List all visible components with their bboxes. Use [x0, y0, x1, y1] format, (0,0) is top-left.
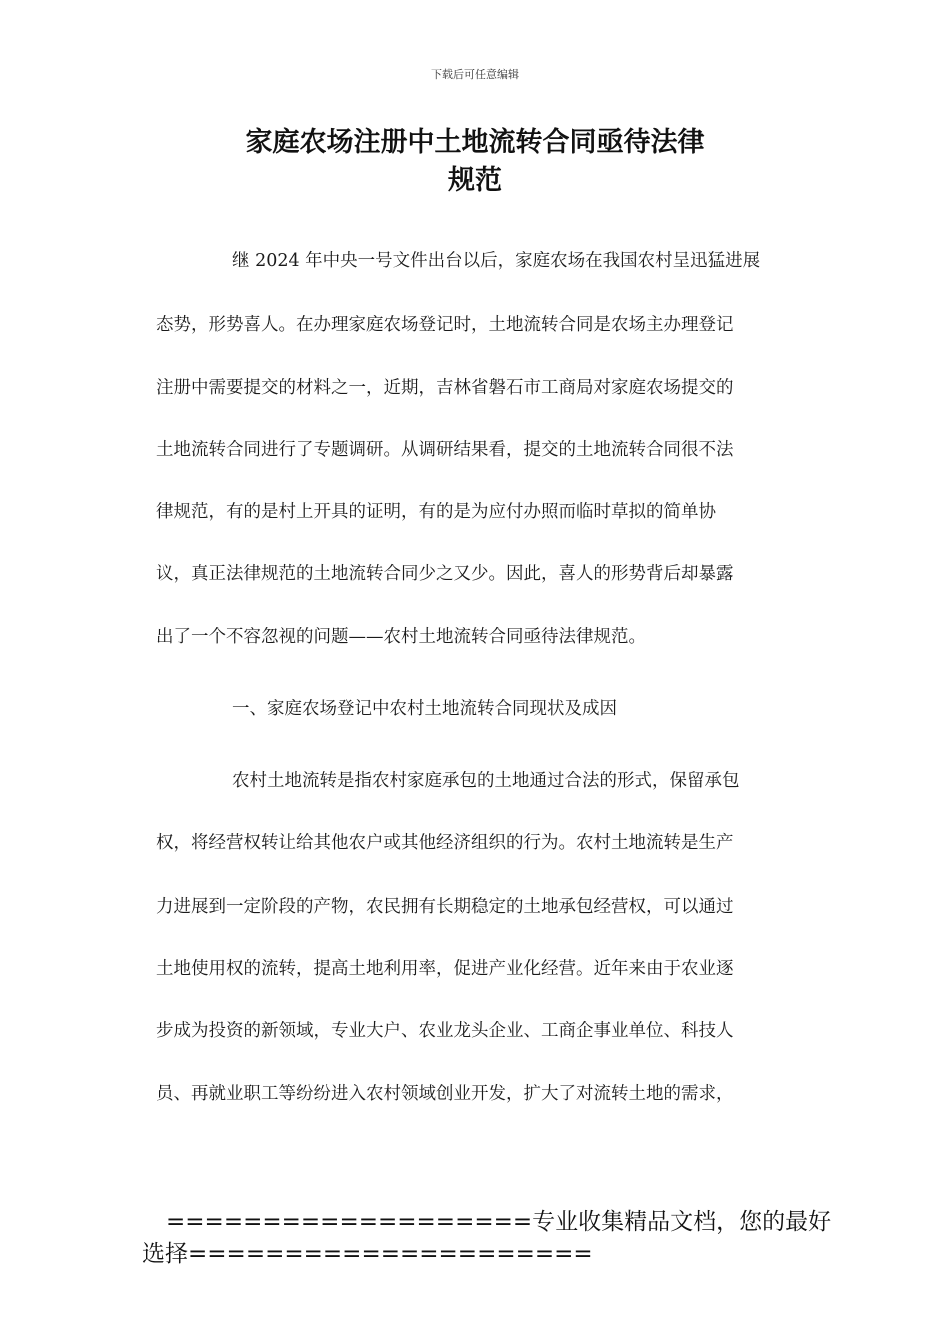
body-line: 农村土地流转是指农村家庭承包的土地通过合法的形式，保留承包: [232, 771, 740, 791]
footer-line-1: ===================专业收集精品文档，您的最好: [166, 1209, 832, 1235]
title-line-1: 家庭农场注册中土地流转合同亟待法律: [245, 127, 705, 158]
body-line: 步成为投资的新领域，专业大户、农业龙头企业、工商企事业单位、科技人: [156, 1021, 734, 1041]
header-note: 下载后可任意编辑: [431, 68, 519, 81]
footer-line-2: 选择=====================: [142, 1241, 593, 1267]
body-line: 律规范，有的是村上开具的证明，有的是为应付办照而临时草拟的简单协: [156, 502, 716, 522]
body-line: 态势，形势喜人。在办理家庭农场登记时，土地流转合同是农场主办理登记: [156, 315, 734, 335]
body-line: 注册中需要提交的材料之一，近期，吉林省磐石市工商局对家庭农场提交的: [156, 378, 734, 398]
body-line: 继 2024 年中央一号文件出台以后，家庭农场在我国农村呈迅猛进展: [232, 251, 761, 271]
body-line: 议，真正法律规范的土地流转合同少之又少。因此，喜人的形势背后却暴露: [156, 564, 734, 584]
body-line: 土地流转合同进行了专题调研。从调研结果看，提交的土地流转合同很不法: [156, 440, 734, 460]
section-heading: 一、家庭农场登记中农村土地流转合同现状及成因: [232, 699, 617, 719]
body-line: 力进展到一定阶段的产物，农民拥有长期稳定的土地承包经营权，可以通过: [156, 897, 734, 917]
body-line: 土地使用权的流转，提高土地利用率，促进产业化经营。近年来由于农业逐: [156, 959, 734, 979]
body-line: 员、再就业职工等纷纷进入农村领域创业开发，扩大了对流转土地的需求，: [156, 1084, 734, 1104]
body-line: 权，将经营权转让给其他农户或其他经济组织的行为。农村土地流转是生产: [156, 833, 734, 853]
title-line-2: 规范: [448, 165, 502, 196]
body-line: 出了一个不容忽视的问题——农村土地流转合同亟待法律规范。: [156, 627, 646, 647]
